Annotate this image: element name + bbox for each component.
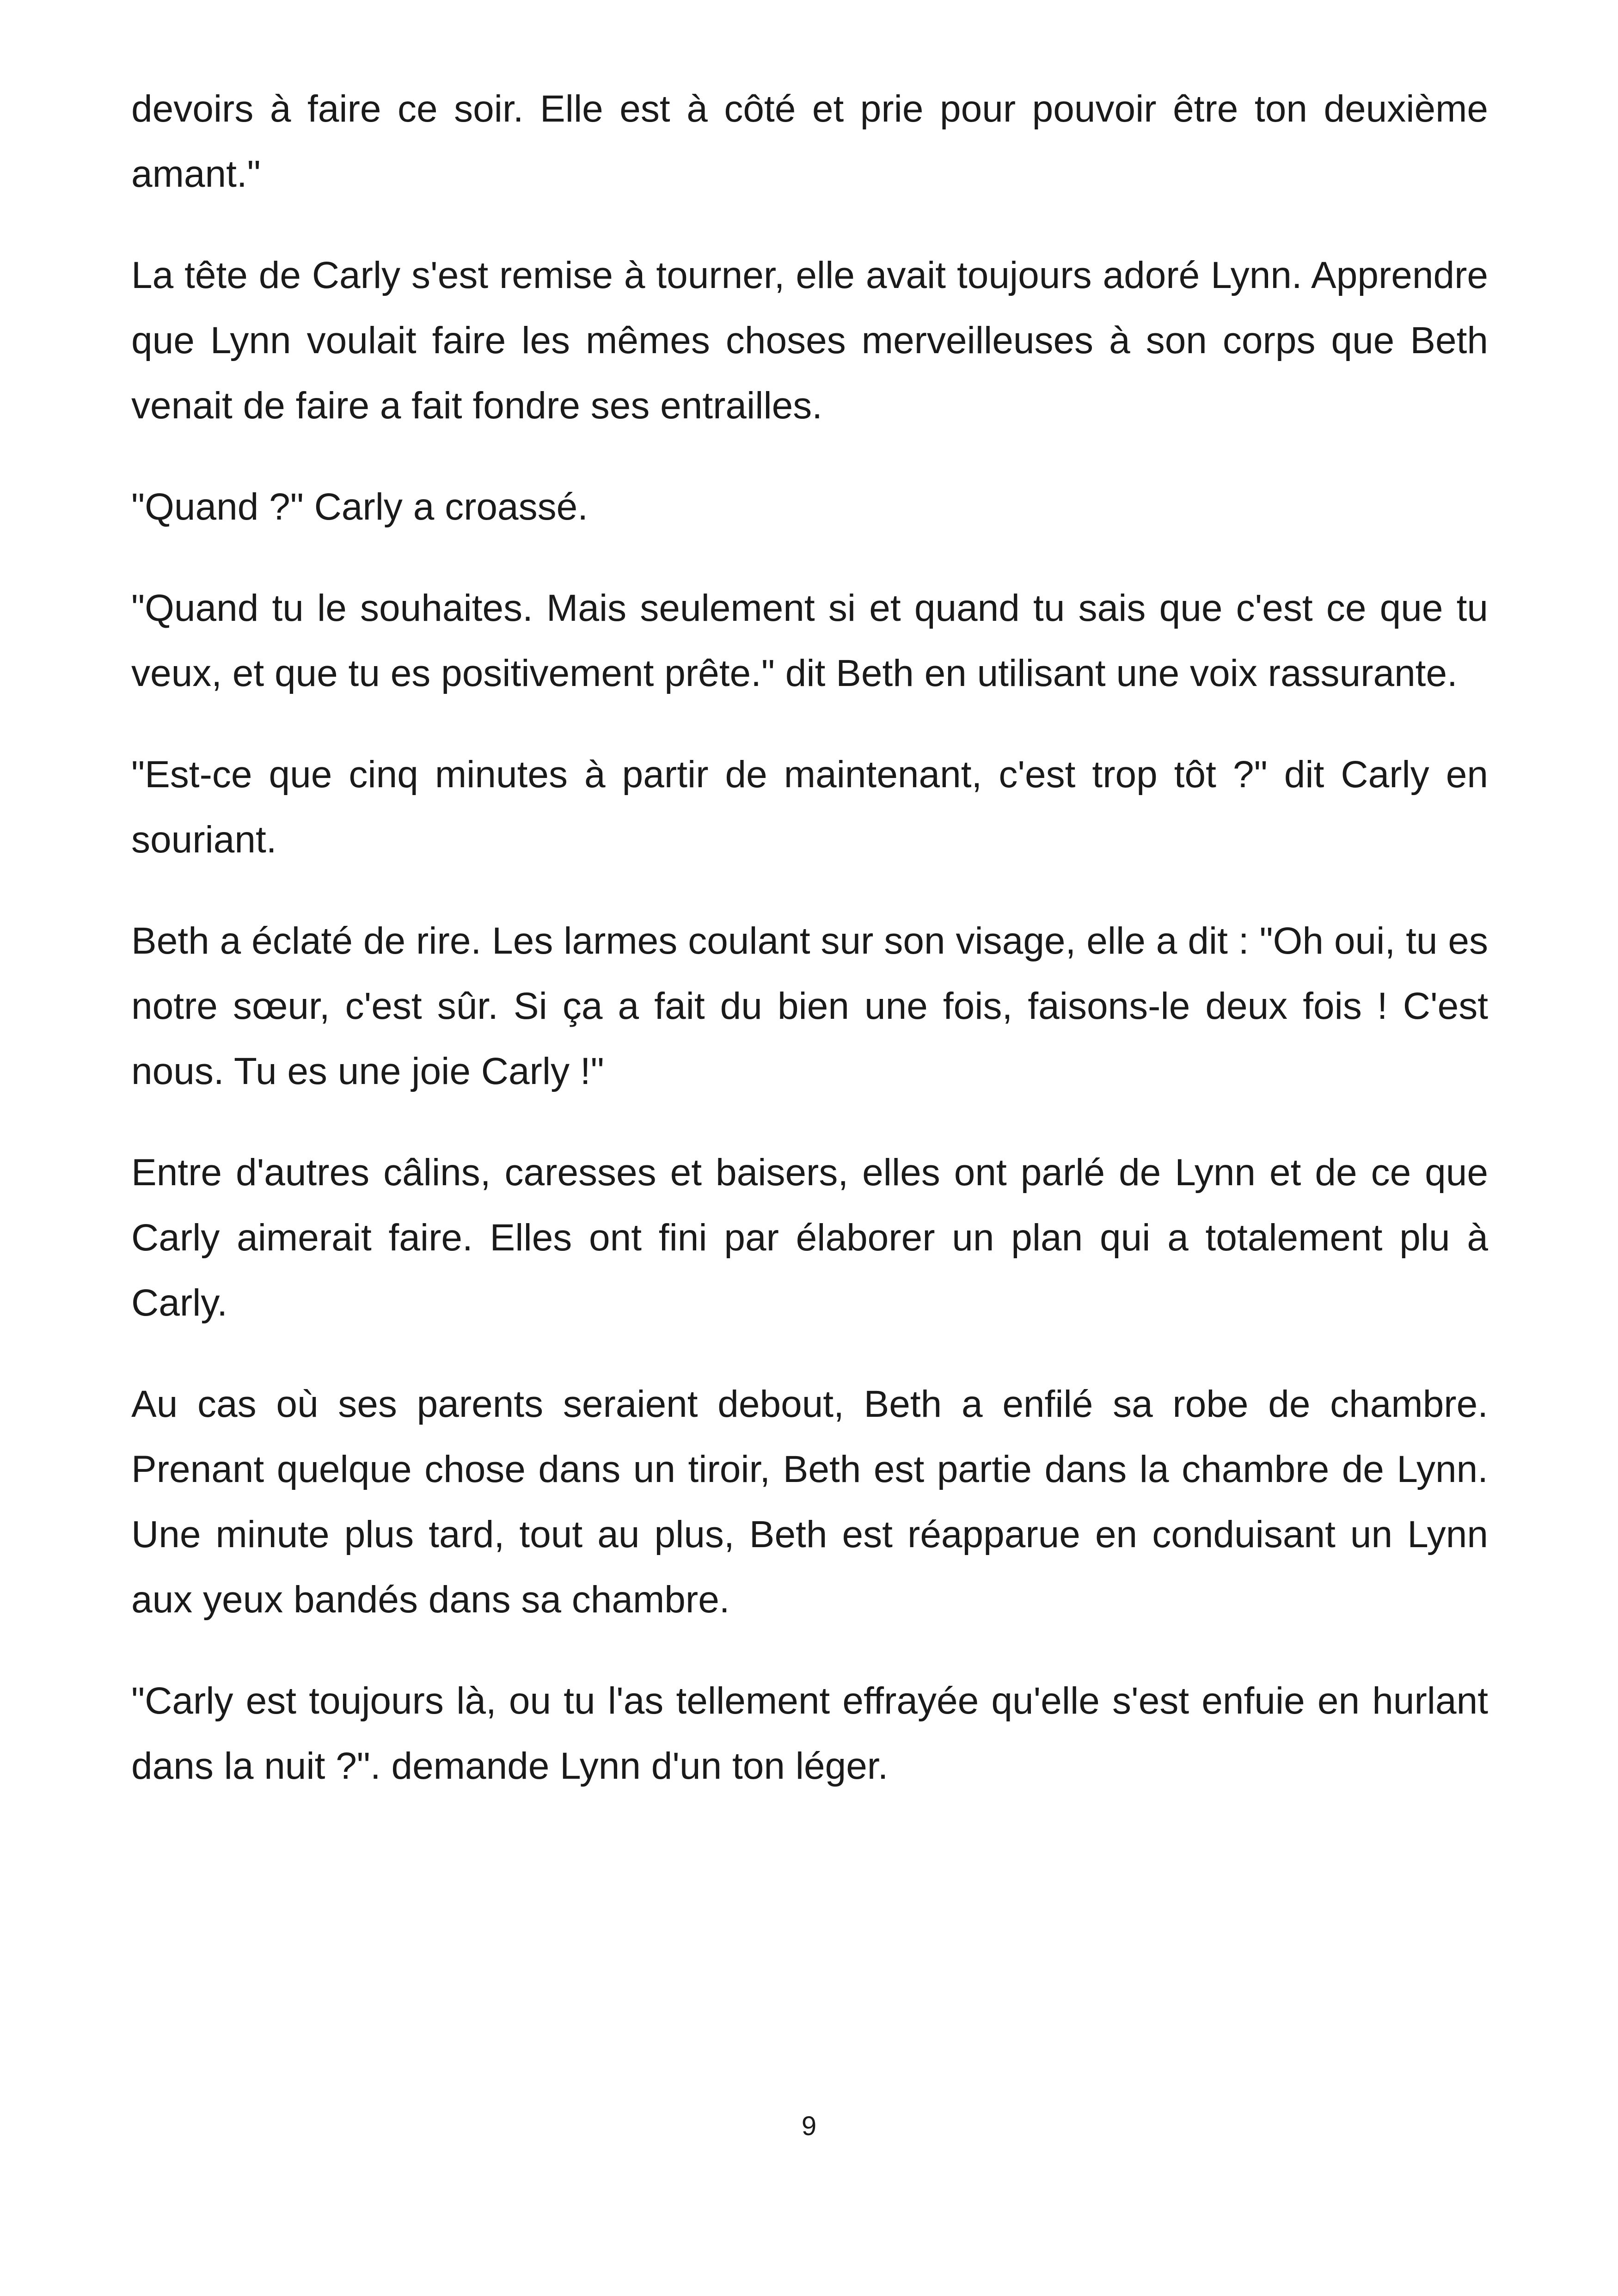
paragraph: Entre d'autres câlins, caresses et baisers, elles ont parlé de Lynn et de ce que Carly aimerait faire. Elles ont fini par élaborer un plan qui a totalement plu à Carly. [131,1151,1488,1324]
body-text [131,76,1488,1835]
paragraph: "Quand ?" Carly a croassé. [131,486,588,528]
paragraph: Beth a éclaté de rire. Les larmes coulant sur son visage, elle a dit : "Oh oui, tu es notre sœur, c'est sûr. Si ça a fait du bien une fois, faisons-le deux fois ! C'est nous. Tu es une joie Carly !" [131,920,1488,1092]
paragraph: Au cas où ses parents seraient debout, Beth a enfilé sa robe de chambre. Prenant quelque chose dans un tiroir, Beth est partie dans la chambre de Lynn. Une minute plus tard, tout au plus, Beth est réapparue en conduisant un Lynn aux yeux bandés dans sa chambre. [131,1383,1488,1621]
paragraph: La tête de Carly s'est remise à tourner, elle avait toujours adoré Lynn. Apprendre que Lynn voulait faire les mêmes choses merveilleuses à son corps que Beth venait de faire a fait fondre ses entrailles. [131,254,1488,427]
paragraph: devoirs à faire ce soir. Elle est à côté et prie pour pouvoir être ton deuxième amant." [131,88,1488,195]
page-number: 9 [801,2111,817,2141]
paragraph: "Est-ce que cinq minutes à partir de maintenant, c'est trop tôt ?" dit Carly en souriant. [131,753,1488,861]
paragraph: "Quand tu le souhaites. Mais seulement si et quand tu sais que c'est ce que tu veux, et que tu es positivement prête." dit Beth en utilisant une voix rassurante. [131,587,1488,694]
paragraph: "Carly est toujours là, ou tu l'as tellement effrayée qu'elle s'est enfuie en hurlant dans la nuit ?". demande Lynn d'un ton léger. [131,1680,1488,1787]
